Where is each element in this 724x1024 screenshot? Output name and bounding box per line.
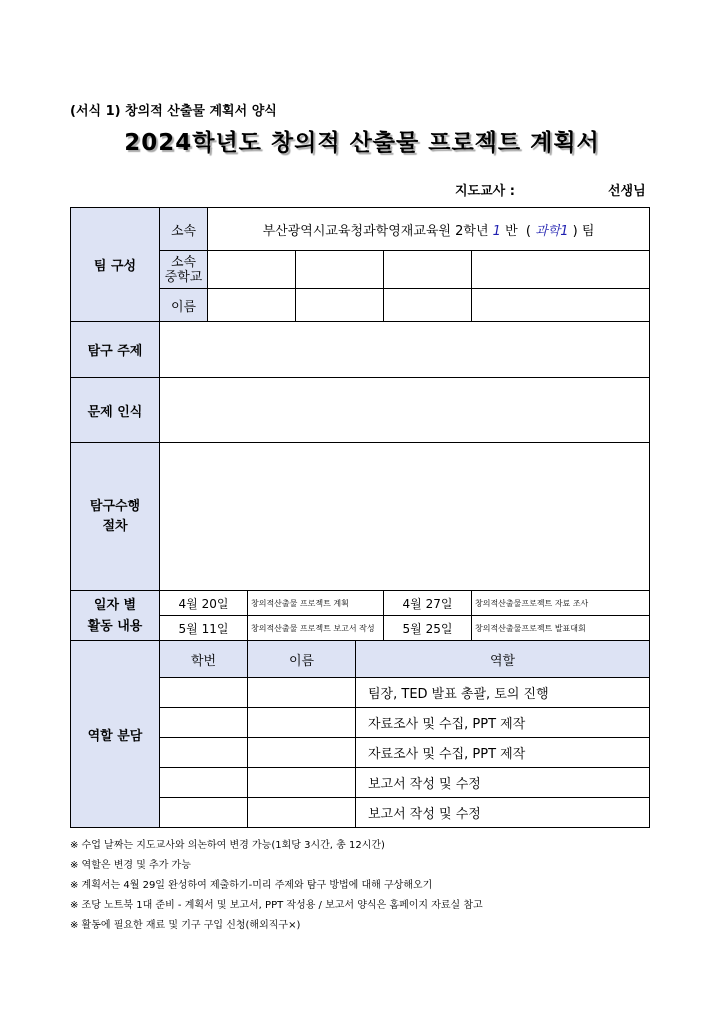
team-paren-close: ) — [572, 223, 578, 239]
procedure-label — [71, 443, 160, 591]
school-label — [160, 251, 208, 289]
document-title: 2024학년도 창의적 산출물 프로젝트 계획서 — [124, 130, 600, 156]
role-name-cell[interactable] — [248, 708, 356, 738]
schedule-label — [71, 591, 160, 641]
member-name-label: 이름 — [160, 289, 208, 322]
role-id-cell[interactable] — [160, 798, 248, 828]
schedule-label-line1: 일자 별 — [93, 597, 137, 613]
affiliation-text: 부산광역시교육청과학영재교육원 2학년 — [262, 223, 489, 239]
member-name-cell-2[interactable] — [296, 289, 384, 322]
note-item: ※ 조당 노트북 1대 준비 - 계획서 및 보고서, PPT 작성용 / 보고서 양식은 홈페이지 자료실 참고 — [70, 900, 483, 911]
procedure-cell[interactable] — [160, 443, 650, 591]
advisor-suffix: 선생님 — [608, 184, 646, 199]
note-item: ※ 역할은 변경 및 추가 가능 — [70, 860, 191, 871]
schedule-activity: 창의적산출물프로젝트 자료 조사 — [472, 591, 650, 616]
role-id-cell[interactable] — [160, 678, 248, 708]
affiliation-cell[interactable] — [208, 208, 650, 251]
role-id-cell[interactable] — [160, 738, 248, 768]
member-name-cell-1[interactable] — [208, 289, 296, 322]
member-name-cell-3[interactable] — [384, 289, 472, 322]
procedure-label-line1: 탐구수행 — [89, 498, 141, 514]
affiliation-label: 소속 — [160, 208, 208, 251]
role-id-cell[interactable] — [160, 768, 248, 798]
form-label: (서식 1) 창의적 산출물 계획서 양식 — [70, 104, 277, 119]
role-name-cell[interactable] — [248, 678, 356, 708]
school-label-line1: 소속 — [170, 254, 197, 270]
school-cell-2[interactable] — [296, 251, 384, 289]
roles-label: 역할 분담 — [71, 641, 160, 828]
schedule-date: 5월 25일 — [384, 616, 472, 641]
school-cell-1[interactable] — [208, 251, 296, 289]
roles-header-name: 이름 — [248, 641, 356, 678]
role-duty-cell: 보고서 작성 및 수정 — [356, 768, 650, 798]
advisor-label: 지도교사 : — [455, 184, 515, 199]
topic-label: 탐구 주제 — [71, 322, 160, 378]
role-duty-cell: 자료조사 및 수집, PPT 제작 — [356, 708, 650, 738]
school-cell-4[interactable] — [472, 251, 650, 289]
problem-cell[interactable] — [160, 378, 650, 443]
schedule-activity: 창의적산출물프로젝트 발표대회 — [472, 616, 650, 641]
team-name: 과학1 — [535, 223, 569, 239]
schedule-label-line2: 활동 내용 — [87, 618, 143, 634]
topic-cell[interactable] — [160, 322, 650, 378]
plan-table — [70, 207, 650, 828]
notes-list — [70, 836, 483, 936]
role-name-cell[interactable] — [248, 768, 356, 798]
roles-header-id: 학번 — [160, 641, 248, 678]
procedure-label-line2: 절차 — [102, 518, 128, 534]
role-duty-cell: 보고서 작성 및 수정 — [356, 798, 650, 828]
problem-label: 문제 인식 — [71, 378, 160, 443]
role-name-cell[interactable] — [248, 738, 356, 768]
class-number: 1 — [492, 223, 501, 239]
role-duty-cell: 팀장, TED 발표 총괄, 토의 진행 — [356, 678, 650, 708]
note-item: ※ 활동에 필요한 재료 및 기구 구입 신청(해외직구×) — [70, 920, 301, 931]
note-item: ※ 계획서는 4월 29일 완성하여 제출하기-미리 주제와 탐구 방법에 대해 구상해오기 — [70, 880, 433, 891]
schedule-activity: 창의적산출물 프로젝트 계획 — [248, 591, 384, 616]
role-id-cell[interactable] — [160, 708, 248, 738]
role-name-cell[interactable] — [248, 798, 356, 828]
schedule-date: 4월 20일 — [160, 591, 248, 616]
note-item: ※ 수업 날짜는 지도교사와 의논하여 변경 가능(1회당 3시간, 총 12시간) — [70, 840, 385, 851]
class-word: 반 — [505, 223, 518, 239]
school-label-line2: 중학교 — [164, 269, 203, 285]
school-cell-3[interactable] — [384, 251, 472, 289]
schedule-date: 4월 27일 — [384, 591, 472, 616]
schedule-activity: 창의적산출물 프로젝트 보고서 작성 — [248, 616, 384, 641]
roles-header-role: 역할 — [356, 641, 650, 678]
member-name-cell-4[interactable] — [472, 289, 650, 322]
team-word: 팀 — [581, 223, 595, 239]
schedule-date: 5월 11일 — [160, 616, 248, 641]
team-paren-open: ( — [525, 223, 531, 239]
team-section-label: 팀 구성 — [71, 208, 160, 322]
role-duty-cell: 자료조사 및 수집, PPT 제작 — [356, 738, 650, 768]
